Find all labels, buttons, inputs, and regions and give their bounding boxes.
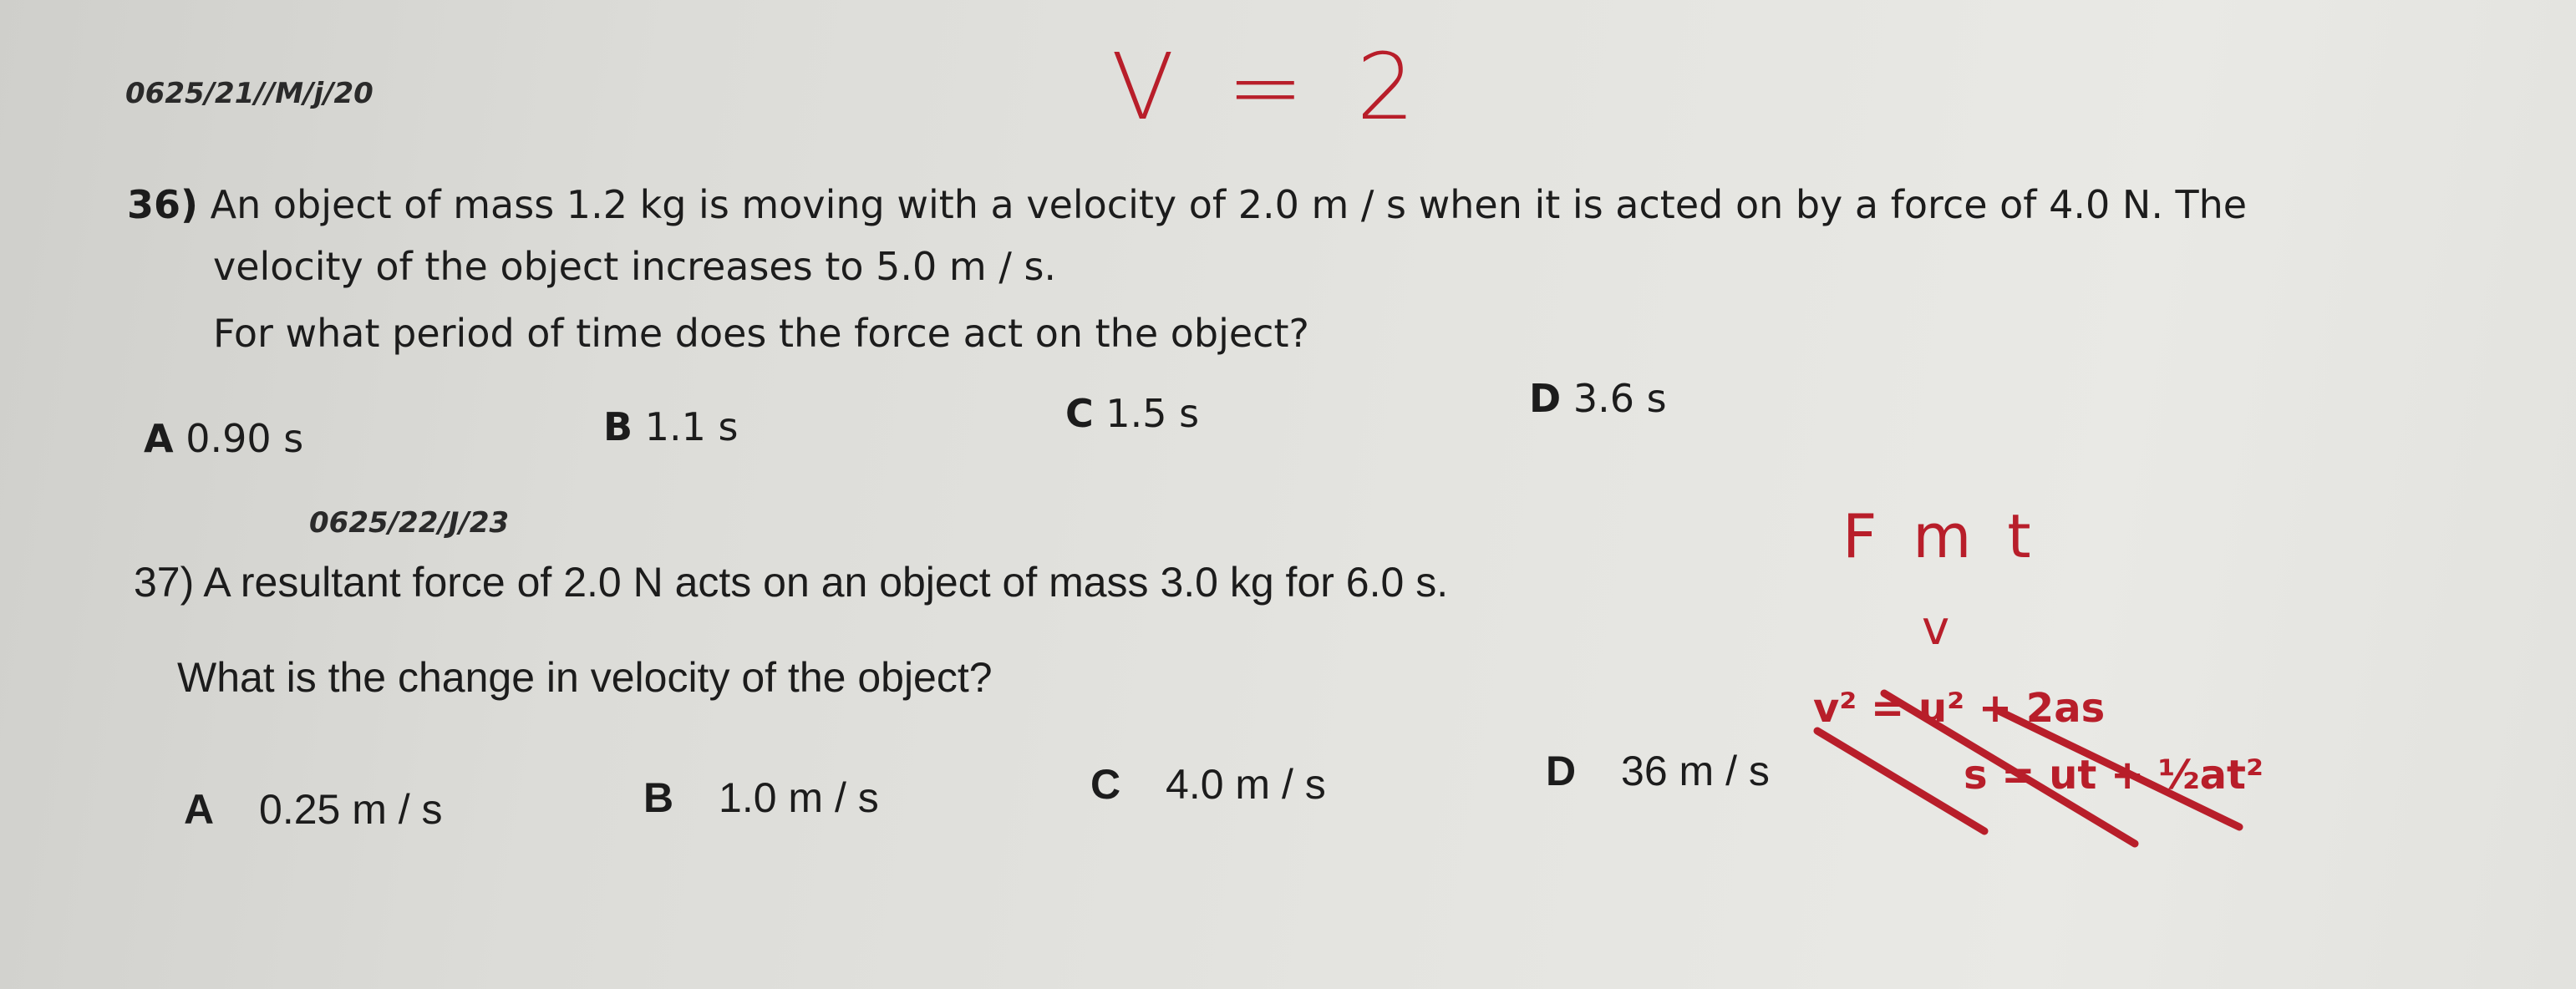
q37-paper-code: 0625/22/J/23 bbox=[309, 506, 510, 540]
q37-question: What is the change in velocity of the object? bbox=[177, 654, 993, 701]
q37-option-a-text: 0.25 m / s bbox=[259, 786, 443, 833]
handwritten-f-m-t: F m t bbox=[1842, 501, 2040, 571]
handwritten-v: v bbox=[1922, 601, 1950, 656]
q37-option-d-text: 36 m / s bbox=[1621, 748, 1770, 794]
q36-question: For what period of time does the force act on the object? bbox=[213, 311, 1309, 356]
q37-option-a-letter: A bbox=[184, 786, 215, 833]
q36-option-b-letter: B bbox=[603, 404, 633, 449]
q36-text-line1: An object of mass 1.2 kg is moving with a velocity of 2.0 m / s when it is acted on by a force of 4.0 N. The bbox=[210, 182, 2248, 227]
q37-text-line1: A resultant force of 2.0 N acts on an object of mass 3.0 kg for 6.0 s. bbox=[203, 559, 1449, 606]
q36-number: 36) bbox=[127, 182, 199, 227]
q36-option-a-text: 0.90 s bbox=[185, 416, 304, 461]
handwritten-formula-2: s = ut + ½at² bbox=[1964, 752, 2264, 799]
q37-option-c-text: 4.0 m / s bbox=[1166, 761, 1326, 808]
q36-option-c-letter: C bbox=[1065, 391, 1094, 436]
q36-option-c-text: 1.5 s bbox=[1105, 391, 1200, 436]
q37-option-d-letter: D bbox=[1546, 748, 1577, 794]
handwritten-formula-1: v² = u² + 2as bbox=[1813, 685, 2106, 732]
q36-option-d-letter: D bbox=[1529, 376, 1562, 421]
q37-option-b-text: 1.0 m / s bbox=[719, 774, 879, 821]
q37-option-b-letter: B bbox=[643, 774, 674, 821]
q37-number: 37) bbox=[134, 559, 195, 606]
handwritten-v-equals-2: V = 2 bbox=[1111, 33, 1427, 140]
q36-paper-code: 0625/21//M/j/20 bbox=[125, 77, 373, 110]
q36-text-line2: velocity of the object increases to 5.0 m / s. bbox=[213, 244, 1057, 289]
strike-line-3 bbox=[1997, 710, 2239, 827]
q36-option-b-text: 1.1 s bbox=[644, 404, 739, 449]
q36-option-a-letter: A bbox=[144, 416, 174, 461]
strike-line-1 bbox=[1817, 731, 1984, 831]
q37-option-c-letter: C bbox=[1090, 761, 1121, 808]
q36-option-d-text: 3.6 s bbox=[1573, 376, 1667, 421]
